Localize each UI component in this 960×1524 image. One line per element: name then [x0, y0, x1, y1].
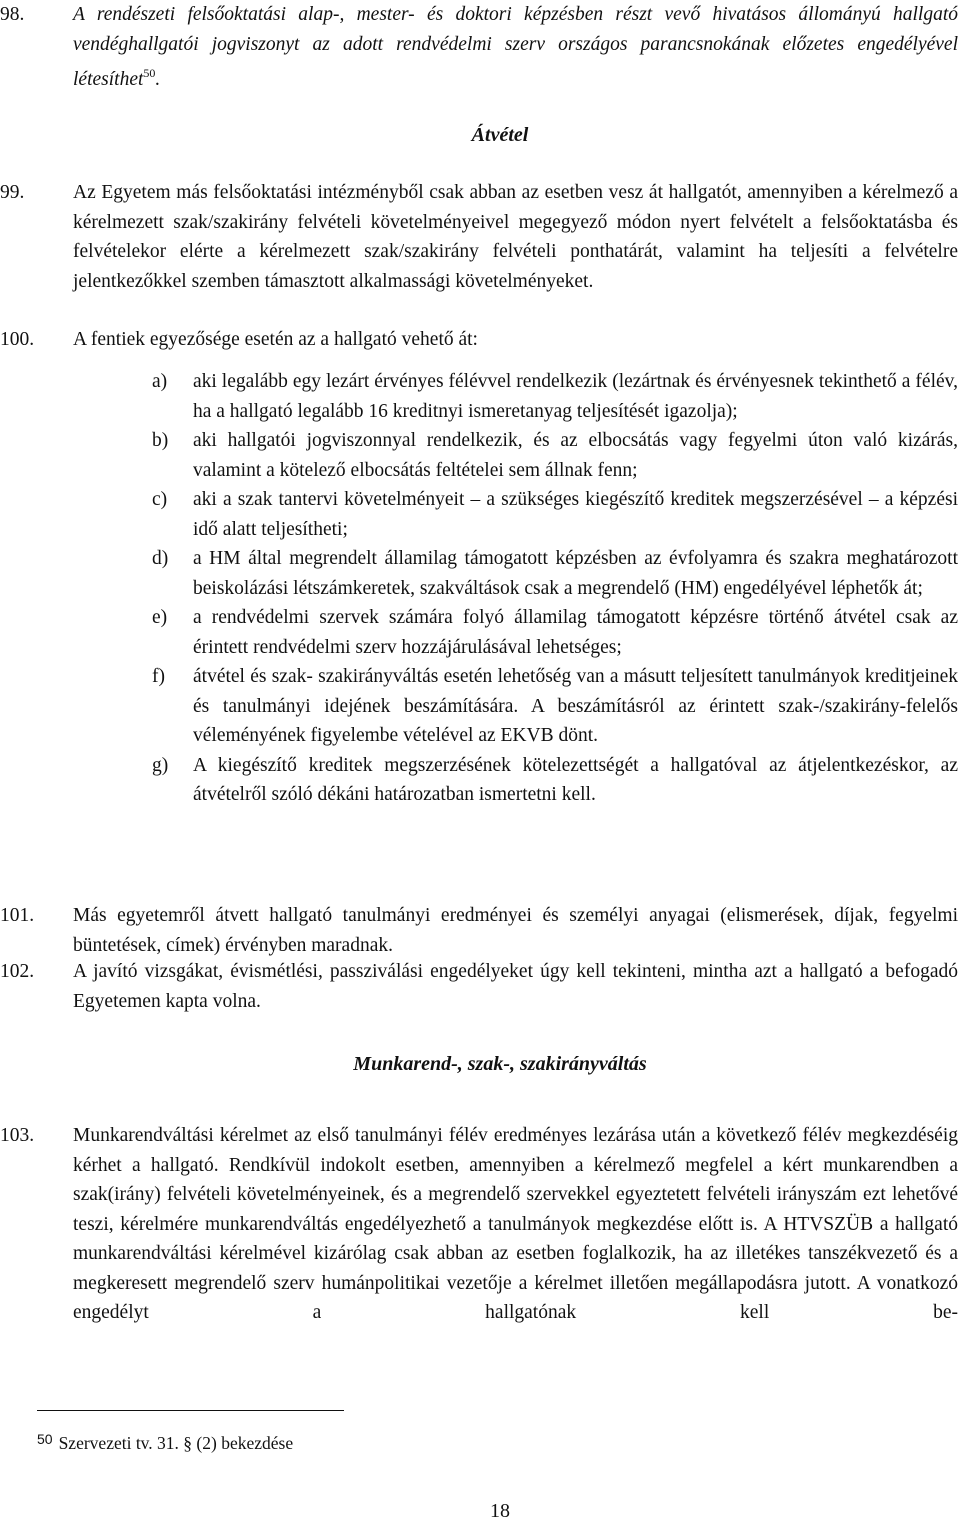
paragraph-103: [0, 1121, 958, 1328]
paragraph-text: Munkarendváltási kérelmet az első tanulmányi félév eredményes lezárása után a következő félév megkezdéséig kérhet a hallgató. Rendkívül indokolt esetben, amennyiben a kérelmező megfelel a kért munkarendben a szak(irány) felvételi követelményeinek, és a megrendelő szervekkel egyeztetett felvételi irányszám ezt lehetővé teszi, kérelmére munkarendváltás engedélyezhető a tanulmányok megkezdése előtt is. A HTVSZÜB a hallgató munkarendváltási kérelmével kizárólag csak abban az esetben foglalkozik, ha az illetékes tanszékvezető és a megkeresett megrendelő szerv humánpolitikai vezetője a kérelmet illetően megállapodásra jutott. A vonatkozó engedélyt a hallgatónak kell be-: [73, 1125, 958, 1323]
paragraph-99: [0, 178, 958, 296]
footnote-number: 50: [37, 1431, 53, 1447]
list-item-text: A kiegészítő kreditek megszerzésének kötelezettségét a hallgatóval az átjelentkezéskor, az átvételről szóló dékáni határozatban ismertetni kell.: [193, 754, 958, 805]
paragraph-98-text: A rendészeti felsőoktatási alap-, mester- és doktori képzésben részt vevő hivatásos állományú hallgató vendéghallgatói jogviszonyt az adott rendvédelmi szerv országos parancsnokának előzetes engedélyével létesíthet: [73, 4, 958, 90]
list-item: [152, 426, 958, 485]
list-item: [152, 485, 958, 544]
footnote-text: Szervezeti tv. 31. § (2) bekezdése: [58, 1433, 294, 1453]
page-number: 18: [490, 1500, 510, 1522]
list-item: [152, 662, 958, 751]
list-item-label: c): [152, 489, 168, 510]
footnote-separator: [37, 1410, 344, 1411]
list-item-label: d): [152, 548, 169, 569]
paragraph-number: 100.: [0, 329, 35, 350]
list-item-label: f): [152, 666, 165, 687]
section-heading-munkarend: Munkarend-, szak-, szakirányváltás: [353, 1053, 647, 1075]
list-item: [152, 367, 958, 426]
paragraph-number: 101.: [0, 905, 35, 926]
list-item-label: b): [152, 430, 169, 451]
list-item: [152, 603, 958, 662]
paragraph-text: Az Egyetem más felsőoktatási intézményből csak abban az esetben vesz át hallgatót, amennyiben a kérelmező a kérelmezett szak/szakirány felvételi követelményeivel megegyező módon nyert felvételt a felsőoktatásba és felvételekor elérte a kérelmezett szak/szakirány felvételi ponthatárát, valamint ha teljesíti a felvételre jelentkezőkkel szemben támasztott alkalmassági követelményeket.: [73, 182, 958, 292]
paragraph-number: 99.: [0, 182, 25, 203]
paragraph-100: [0, 325, 958, 355]
paragraph-number: 102.: [0, 961, 35, 982]
list-item-text: aki hallgatói jogviszonnyal rendelkezik, és az elbocsátás vagy fegyelmi úton való kizárás, valamint a kötelező elbocsátás feltételei sem állnak fenn;: [193, 430, 958, 481]
section-heading-atvetel: Átvétel: [471, 124, 529, 146]
paragraph-text: Más egyetemről átvett hallgató tanulmányi eredményei és személyi anyagai (elismerések, díjak, fegyelmi büntetések, címek) érvényben maradnak.: [73, 905, 958, 956]
list-item-label: a): [152, 371, 168, 392]
list-item-text: átvétel és szak- szakirányváltás esetén lehetőség van a másutt teljesített tanulmányok kreditjeinek és tanulmányi idejének beszámítására. A beszámításról az érintett szak-/szakirány-felelős véleményének figyelembe vételével az EKVB dönt.: [193, 666, 958, 746]
paragraph-98-tail: .: [155, 69, 161, 90]
paragraph-text: A javító vizsgákat, évismétlési, passziválási engedélyeket úgy kell tekinteni, mintha azt a hallgató a befogadó Egyetemen kapta volna.: [73, 961, 958, 1012]
list-item-text: a rendvédelmi szervek számára folyó államilag támogatott képzésre történő átvétel csak az érintett rendvédelmi szerv hozzájárulásával lehetséges;: [193, 607, 958, 658]
list-item-label: e): [152, 607, 168, 628]
list-atvetel-conditions: [0, 367, 958, 810]
paragraph-text: [73, 0, 958, 95]
paragraph-101: [0, 901, 958, 960]
paragraph-number: 103.: [0, 1125, 35, 1146]
footnote: [37, 1426, 293, 1456]
list-item: [152, 751, 958, 810]
list-item-text: aki legalább egy lezárt érvényes félévvel rendelkezik (lezártnak és érvényesnek tekinthető a félév, ha a hallgató legalább 16 kreditnyi ismeretanyag teljesítését igazolja);: [193, 371, 958, 422]
list-item: [152, 544, 958, 603]
list-item-text: a HM által megrendelt államilag támogatott képzésben az évfolyamra és szakra meghatározott beiskolázási létszámkeretek, szakváltások csak a megrendelő (HM) engedélyével léphetők át;: [193, 548, 958, 599]
paragraph-102: [0, 957, 958, 1016]
paragraph-number: 98.: [0, 4, 25, 25]
paragraph-98: [0, 0, 958, 95]
list-item-text: aki a szak tantervi követelményeit – a szükséges kiegészítő kreditek megszerzésével – a képzési idő alatt teljesítheti;: [193, 489, 958, 540]
list-item-label: g): [152, 754, 169, 776]
footnote-ref: 50: [143, 66, 156, 80]
paragraph-text: A fentiek egyezősége esetén az a hallgató vehető át:: [73, 329, 478, 350]
